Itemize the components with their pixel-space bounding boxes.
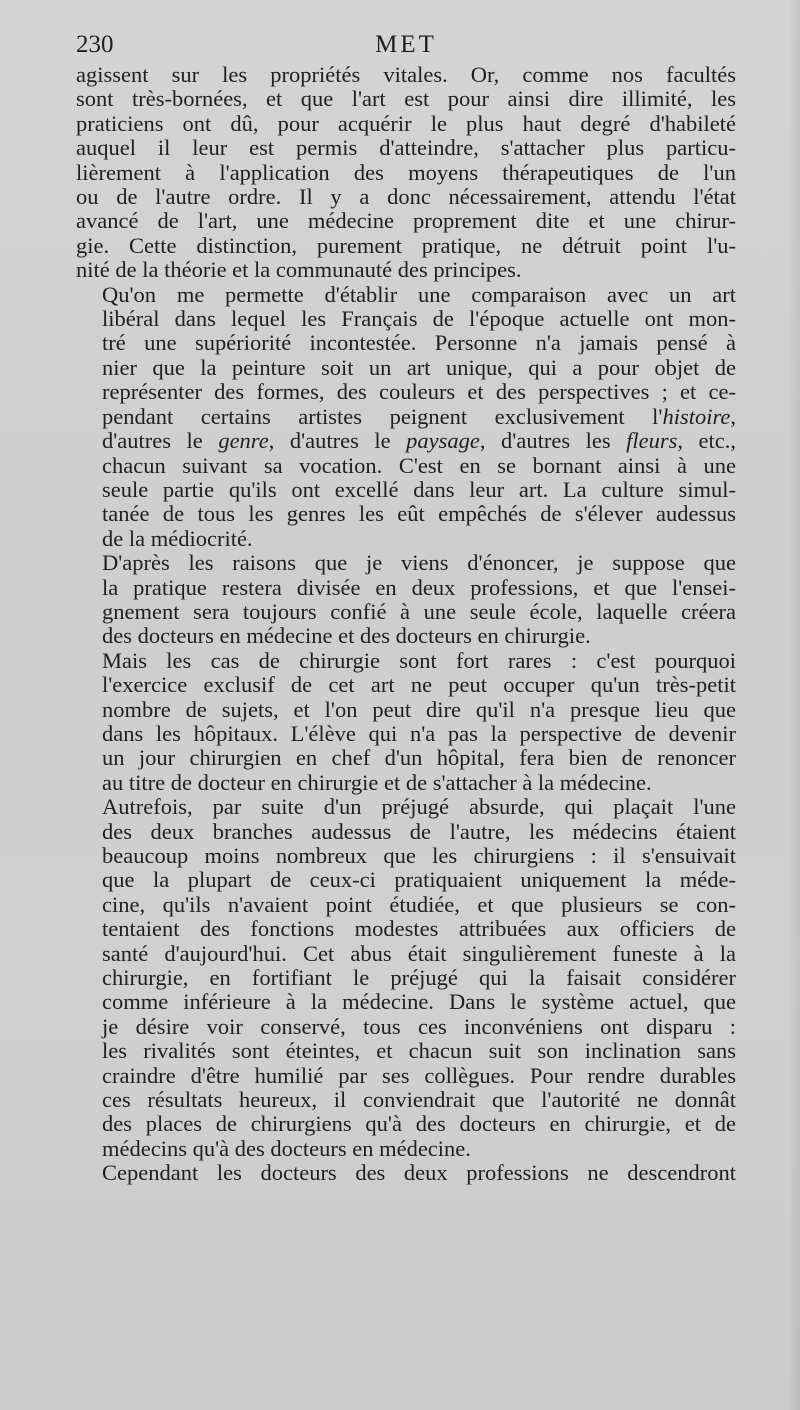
text-line: sont très-bornées, et que l'art est pour ainsi dire illimité, les: [76, 86, 736, 112]
text-line: gnement sera toujours confié à une seule école, laquelle créera: [102, 598, 736, 624]
text-line: agissent sur les propriétés vitales. Or, comme nos facultés: [76, 62, 736, 87]
text-line: Qu'on me permette d'établir une comparaison avec un art: [102, 281, 736, 307]
text-line: que la plupart de ceux-ci pratiquaient uniquement la méde-: [102, 867, 736, 893]
text-line: chirurgie, en fortifiant le préjugé qui la faisait considérer: [102, 965, 736, 991]
page-edge-shadow: [788, 0, 800, 1410]
text-line: ces résultats heureux, il conviendrait que l'autorité ne donnât: [102, 1087, 736, 1113]
text-line: un jour chirurgien en chef d'un hôpital, fera bien de renoncer: [102, 745, 736, 771]
text-line: dans les hôpitaux. L'élève qui n'a pas la perspective de devenir: [102, 720, 736, 746]
text-line: d'autres le genre, d'autres le paysage, d'autres les fleurs, etc.,: [102, 428, 737, 454]
text-line: tanée de tous les genres les eût empêchés de s'élever audessus: [102, 501, 736, 527]
text-line: santé d'aujourd'hui. Cet abus était singulièrement funeste à la: [102, 940, 736, 966]
text-line: je désire voir conservé, tous ces inconvéniens ont disparu :: [102, 1013, 736, 1039]
page-number: 230: [76, 31, 114, 58]
text-line: nité de la théorie et la communauté des principes.: [76, 257, 522, 283]
text-line: des deux branches audessus de l'autre, les médecins étaient: [102, 818, 736, 844]
text-line: médecins qu'à des docteurs en médecine.: [102, 1135, 471, 1161]
paragraph: [76, 1161, 736, 1185]
text-line: les rivalités sont éteintes, et chacun suit son inclination sans: [102, 1038, 736, 1064]
text-line: Autrefois, par suite d'un préjugé absurde, qui plaçait l'une: [102, 794, 736, 820]
text-line: lièrement à l'application des moyens thérapeutiques de l'un: [76, 159, 736, 185]
paragraph: [76, 283, 736, 551]
text-line: chacun suivant sa vocation. C'est en se bornant ainsi à une: [102, 452, 736, 478]
text-line: comme inférieure à la médecine. Dans le système actuel, que: [102, 989, 736, 1015]
text-line: avancé de l'art, une médecine proprement dite et une chirur-: [76, 208, 736, 234]
paragraph: [76, 63, 736, 283]
body-text: [76, 63, 736, 1186]
text-line: libéral dans lequel les Français de l'époque actuelle ont mon-: [102, 306, 736, 332]
text-line: la pratique restera divisée en deux professions, et que l'ensei-: [102, 574, 736, 600]
text-line: Cependant les docteurs des deux professions ne descendront: [102, 1160, 736, 1186]
paragraph: [76, 551, 736, 649]
running-title: MET: [375, 31, 437, 58]
text-line: Mais les cas de chirurgie sont fort rares : c'est pourquoi: [102, 647, 736, 673]
text-line: praticiens ont dû, pour acquérir le plus haut degré d'habileté: [76, 110, 736, 136]
text-line: gie. Cette distinction, purement pratique, ne détruit point l'u-: [76, 232, 736, 258]
text-line: cine, qu'ils n'avaient point étudiée, et que plusieurs se con-: [102, 891, 736, 917]
text-line: des docteurs en médecine et des docteurs en chirurgie.: [102, 623, 591, 649]
text-line: tré une supériorité incontestée. Personne n'a jamais pensé à: [102, 330, 736, 356]
text-line: pendant certains artistes peignent exclusivement l'histoire,: [102, 403, 736, 429]
text-line: ou de l'autre ordre. Il y a donc nécessairement, attendu l'état: [76, 184, 736, 210]
text-line: représenter des formes, des couleurs et des perspectives ; et ce-: [102, 379, 736, 405]
text-line: des places de chirurgiens qu'à des docteurs en chirurgie, et de: [102, 1111, 736, 1137]
text-line: nombre de sujets, et l'on peut dire qu'il n'a presque lieu que: [102, 696, 736, 722]
text-line: craindre d'être humilié par ses collègues. Pour rendre durables: [102, 1062, 736, 1088]
text-line: seule partie qu'ils ont excellé dans leur art. La culture simul-: [102, 476, 736, 502]
text-line: auquel il leur est permis d'atteindre, s'attacher plus particu-: [76, 135, 736, 161]
text-line: de la médiocrité.: [102, 525, 253, 551]
text-line: au titre de docteur en chirurgie et de s'attacher à la médecine.: [102, 769, 652, 795]
text-line: l'exercice exclusif de cet art ne peut occuper qu'un très-petit: [102, 672, 736, 698]
paragraph: [76, 795, 736, 1161]
text-line: beaucoup moins nombreux que les chirurgiens : il s'ensuivait: [102, 843, 736, 868]
text-line: tentaient des fonctions modestes attribuées aux officiers de: [102, 916, 736, 942]
paragraph: [76, 649, 736, 795]
running-head: [76, 30, 736, 60]
text-line: nier que la peinture soit un art unique, qui a pour objet de: [102, 354, 736, 380]
text-line: D'après les raisons que je viens d'énoncer, je suppose que: [102, 550, 736, 576]
